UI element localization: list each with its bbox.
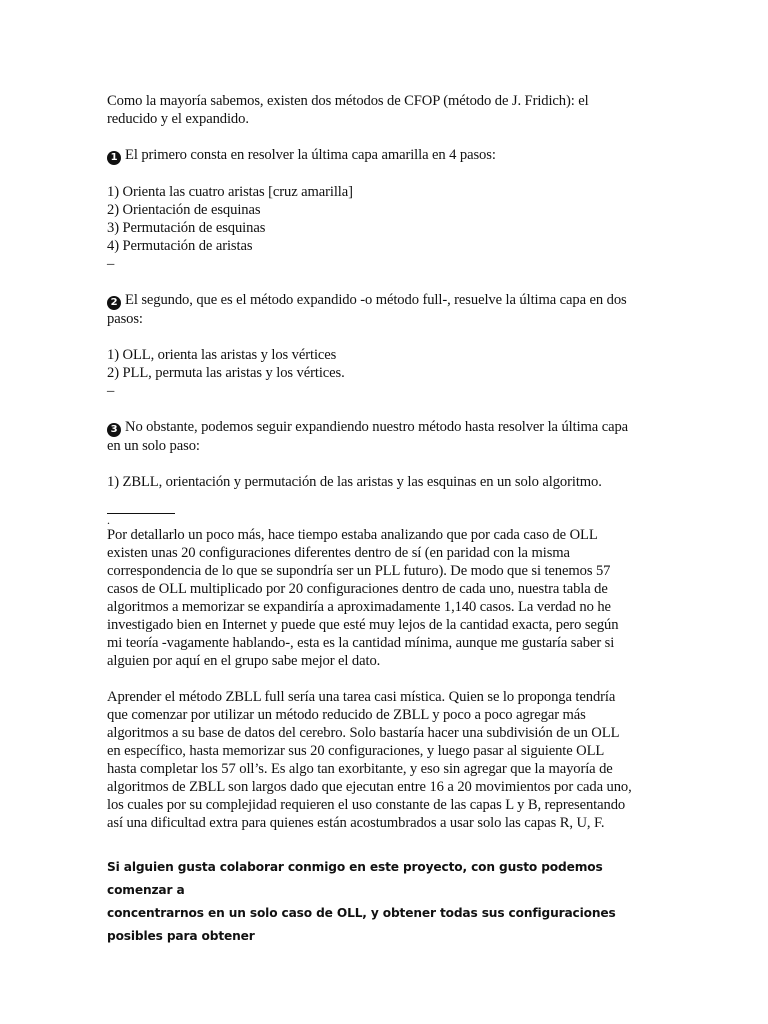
section3-heading-cont: en un solo paso: [107,438,200,454]
paragraph-line: algoritmos a memorizar se expandiría a aproximadamente 1,140 casos. La verdad no he [107,599,611,615]
closing-line: Si alguien gusta colaborar conmigo en este proyecto, con gusto podemos comenzar a [107,860,603,897]
separator: – [107,383,115,399]
section3-heading: 3 No obstante, podemos seguir expandiendo nuestro método hasta resolver la última capa [107,418,667,437]
section2-item: 2) PLL, permuta las aristas y los vértices. [107,365,345,381]
paragraph-line: que comenzar por utilizar un método reducido de ZBLL y poco a poco agregar más [107,707,586,723]
document-body [107,92,667,948]
paragraph-line: algoritmos a su base de datos del cerebro. Solo bastaría hacer una subdivisión de un OLL [107,725,620,741]
paragraph-1 [107,526,667,670]
paragraph-line: mi teoría -vagamente hablando-, esta es la cantidad mínima, aunque me gustaría saber si [107,635,615,651]
paragraph-line: alguien por aquí en el grupo sabe mejor el dato. [107,653,381,669]
paragraph-line: los cuales por su complejidad requieren el uso constante de las capas L y B, representando [107,797,626,813]
paragraph-line: algoritmos de ZBLL son largos dado que ejecutan entre 16 a 20 movimientos por cada uno, [107,779,632,795]
paragraph-line: existen unas 20 configuraciones diferentes dentro de sí (en paridad con la misma [107,545,570,561]
number-three-icon: 3 [107,423,121,437]
number-two-icon: 2 [107,296,121,310]
section1-item: 4) Permutación de aristas [107,238,253,254]
rule-mark: . [107,513,110,527]
paragraph-line: investigado bien en Internet y puede que esté muy lejos de la cantidad exacta, pero según [107,617,619,633]
intro-line-1: Como la mayoría sabemos, existen dos métodos de CFOP (método de J. Fridich): el [107,93,589,109]
separator: – [107,256,115,272]
closing-paragraph [107,856,667,948]
section2-heading: 2 El segundo, que es el método expandido -o método full-, resuelve la última capa en dos [107,291,667,310]
closing-line: concentrarnos en un solo caso de OLL, y obtener todas sus configuraciones posibles para obtener [107,906,616,943]
paragraph-line: en específico, hasta memorizar sus 20 configuraciones, y luego pasar al siguiente OLL [107,743,605,759]
section1-item: 1) Orienta las cuatro aristas [cruz amarilla] [107,184,353,200]
paragraph-2 [107,688,667,832]
intro-line-2: reducido y el expandido. [107,111,249,127]
paragraph-line: Aprender el método ZBLL full sería una tarea casi mística. Quien se lo proponga tendría [107,689,616,705]
section1-item: 3) Permutación de esquinas [107,220,266,236]
number-one-icon: 1 [107,151,121,165]
paragraph-line: hasta completar los 57 oll’s. Es algo tan exorbitante, y eso sin agregar que la mayoría de [107,761,613,777]
section1-heading: 1 El primero consta en resolver la última capa amarilla en 4 pasos: [107,146,667,165]
section1-item: 2) Orientación de esquinas [107,202,261,218]
paragraph-line: casos de OLL multiplicado por 20 configuraciones dentro de cada uno, nuestra tabla de [107,581,608,597]
section3-item: 1) ZBLL, orientación y permutación de las aristas y las esquinas en un solo algoritmo. [107,474,602,490]
paragraph-line: Por detallarlo un poco más, hace tiempo estaba analizando que por cada caso de OLL [107,527,598,543]
section2-item: 1) OLL, orienta las aristas y los vértices [107,347,337,363]
paragraph-line: correspondencia de lo que se supondría ser un PLL futuro). De modo que si tenemos 57 [107,563,611,579]
section2-heading-cont: pasos: [107,311,143,327]
paragraph-line: así una dificultad extra para quienes están acostumbrados a usar solo las capas R, U, F. [107,815,605,831]
